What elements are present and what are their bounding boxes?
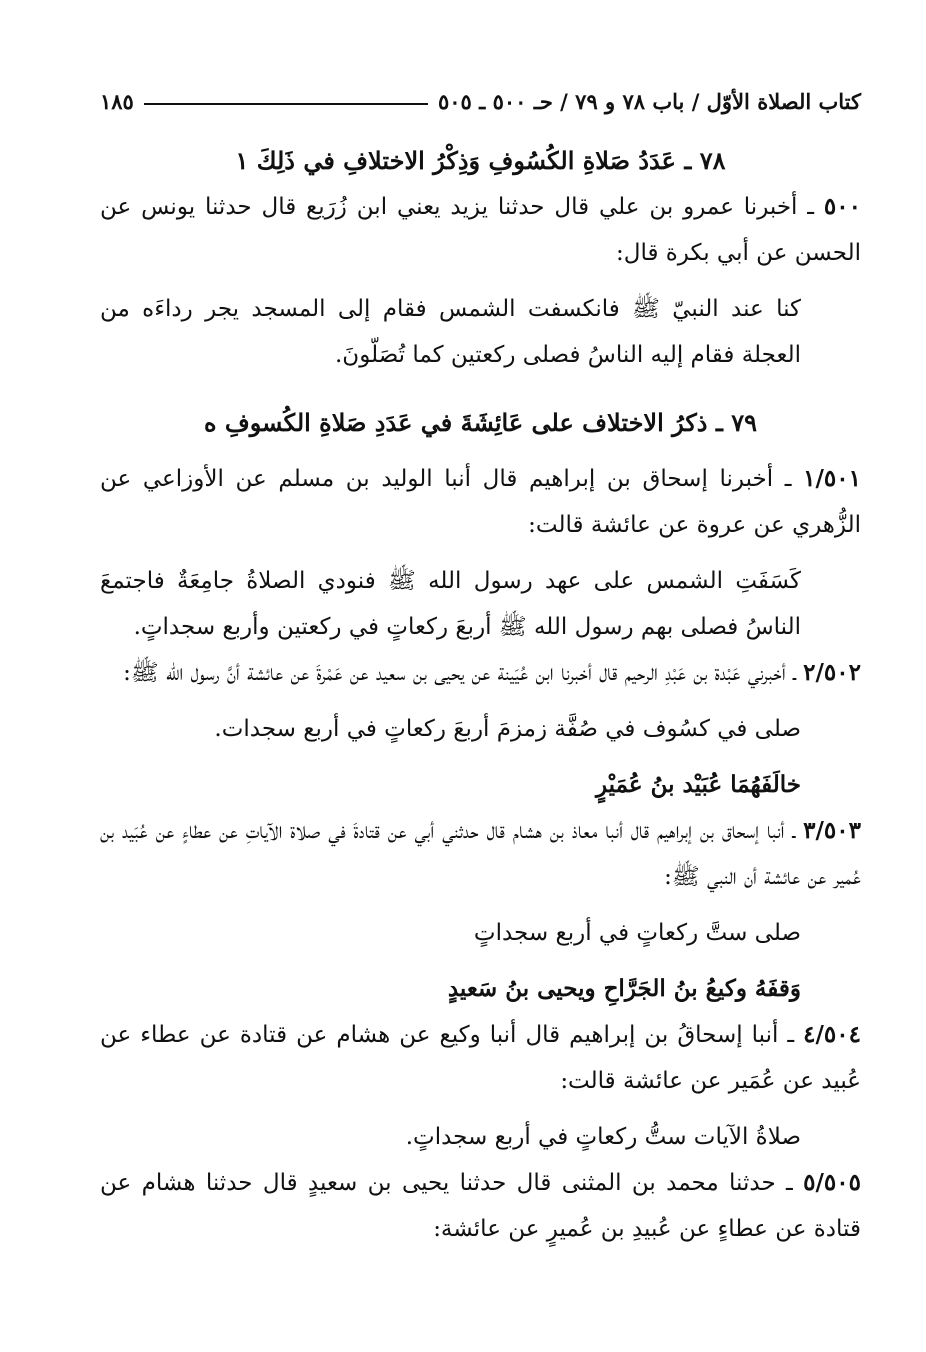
hadith-isnad: حدثنا محمد بن المثنى قال حدثنا يحيى بن سعيدٍ قال حدثنا هشام عن قتادة عن عطاءٍ عن عُبيدِ بن عُميرٍ عن عائشة: (100, 1170, 861, 1242)
hadith-matn: كنا عند النبيّ ﷺ فانكسفت الشمس فقام إلى المسجد يجر رداءَه من العجلة فقام إليه الناسُ فصلى ركعتين كما تُصَلّونَ. (100, 296, 801, 368)
page-number: ١٨٥ (100, 89, 134, 114)
running-title: كتاب الصلاة الأوّل / باب ٧٨ و ٧٩ / حـ ٥٠٠ ـ ٥٠٥ (437, 89, 861, 114)
hadith-isnad: أنبا إسحاق بن إبراهيم قال أنبا معاذ بن هشام قال حدثني أبي عن قتادةَ في صلاة الآياتِ عن عطاءٍ عن عُبَيد بن عُمير عن عائشة أن النبي ﷺ: (100, 818, 861, 890)
hadith-note: خالَفَهُمَا عُبَيْد بنُ عُمَيْرٍ (595, 771, 801, 798)
hadith-matn: صلى في كسُوف في صُفَّة زمزمَ أربعَ ركعاتٍ في أربع سجدات. (214, 716, 801, 742)
hadith-503: ٣/٥٠٣ ـ أنبا إسحاق بن إبراهيم قال أنبا معاذ بن هشام قال حدثني أبي عن قتادةَ في صلاة الآياتِ عن عطاءٍ عن عُبَيد بن عُمير عن عائشة أن النبي ﷺ: (100, 817, 861, 890)
hadith-note: وَقفَهُ وكيعُ بنُ الجَرَّاحِ ويحيى بنُ سَعيدٍ (447, 975, 801, 1002)
hadith-isnad: أخبرنا عمرو بن علي قال حدثنا يزيد يعني ابن زُرَيع قال حدثنا يونس عن الحسن عن أبي بكرة قال: (100, 194, 861, 266)
hadith-502: ٢/٥٠٢ ـ أخبرني عَبْدة بن عَبْدِ الرحيم قال أخبرنا ابن عُيَينة عن يحيى بن سعيد عن عَمْرةَ عن عائشة أنَّ رسول الله ﷺ: (123, 659, 861, 686)
chapter-title-78: ٧٨ ـ عَدَدُ صَلاةِ الكُسُوفِ وَذِكْرُ الاختلافِ في ذَلِكَ ١ (235, 146, 726, 175)
hadith-matn: كَسَفَتِ الشمس على عهد رسول الله ﷺ فنودي الصلاةُ جامِعَةٌ فاجتمعَ الناسُ فصلى بهم رسول الله ﷺ أربعَ ركعاتٍ في ركعتين وأربع سجداتٍ. (100, 568, 802, 640)
hadith-501: ١/٥٠١ ـ أخبرنا إسحاق بن إبراهيم قال أنبا الوليد بن مسلم عن الأوزاعي عن الزُّهري عن عروة عن عائشة قالت: (100, 465, 861, 538)
hadith-isnad: أنبا إسحاقُ بن إبراهيم قال أنبا وكيع عن هشام عن قتادة عن عطاء عن عُبيد عن عُمَير عن عائشة قالت: (100, 1022, 861, 1094)
hadith-504: ٤/٥٠٤ ـ أنبا إسحاقُ بن إبراهيم قال أنبا وكيع عن هشام عن قتادة عن عطاء عن عُبيد عن عُمَير عن عائشة قالت: (100, 1021, 861, 1094)
chapter-title-79: ٧٩ ـ ذكرُ الاختلاف على عَائِشَةَ في عَدَدِ صَلاةِ الكُسوفِ ه (203, 408, 758, 437)
hadith-number: ٤/٥٠٤ (803, 1021, 861, 1048)
hadith-isnad: أخبرني عَبْدة بن عَبْدِ الرحيم قال أخبرنا ابن عُيَينة عن يحيى بن سعيد عن عَمْرةَ عن عائشة أنَّ رسول الله ﷺ: (123, 660, 786, 686)
hadith-number: ١/٥٠١ (803, 465, 861, 492)
hadith-505: ٥/٥٠٥ ـ حدثنا محمد بن المثنى قال حدثنا يحيى بن سعيدٍ قال حدثنا هشام عن قتادة عن عطاءٍ عن عُبيدِ بن عُميرٍ عن عائشة: (100, 1169, 861, 1242)
hadith-number: ٣/٥٠٣ (803, 817, 861, 844)
hadith-number: ٥٠٠ (823, 193, 861, 220)
hadith-isnad: أخبرنا إسحاق بن إبراهيم قال أنبا الوليد بن مسلم عن الأوزاعي عن الزُّهري عن عروة عن عائشة قالت: (100, 466, 861, 538)
running-header (100, 82, 861, 114)
hadith-number: ٢/٥٠٢ (803, 659, 861, 686)
hadith-500: ٥٠٠ ـ أخبرنا عمرو بن علي قال حدثنا يزيد يعني ابن زُرَيع قال حدثنا يونس عن الحسن عن أبي بكرة قال: (100, 193, 861, 266)
header-rule (144, 103, 428, 105)
page-body (100, 138, 861, 1252)
hadith-number: ٥/٥٠٥ (803, 1169, 861, 1196)
hadith-matn: صلى ستَّ ركعاتٍ في أربع سجداتٍ (473, 920, 801, 946)
hadith-matn: صلاةُ الآيات ستُّ ركعاتٍ في أربع سجداتٍ. (405, 1124, 801, 1150)
